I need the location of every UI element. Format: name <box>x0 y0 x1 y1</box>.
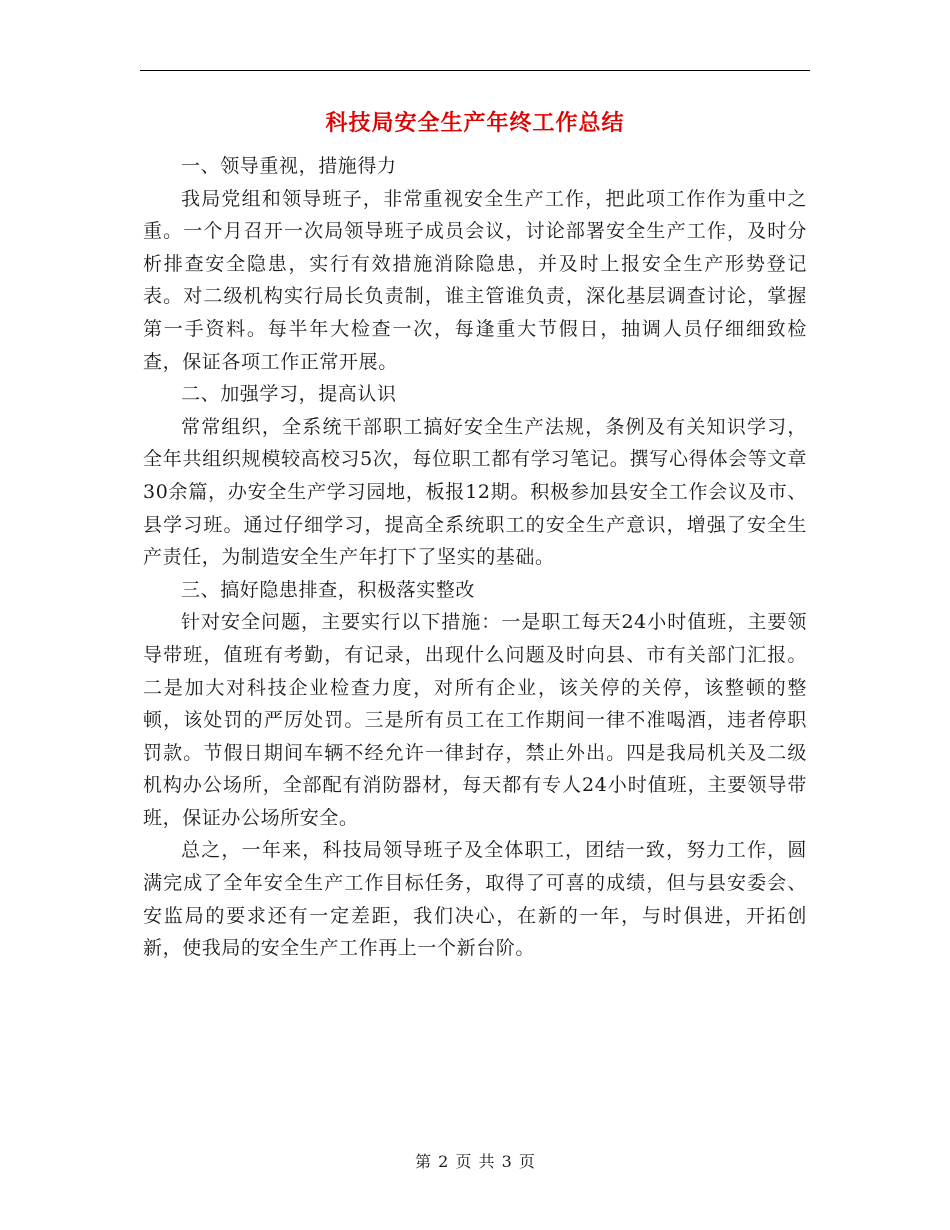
header-rule <box>140 70 810 71</box>
paragraph-3: 针对安全问题，主要实行以下措施：一是职工每天24小时值班，主要领导带班，值班有考勤，有记录，出现什么问题及时向县、市有关部门汇报。二是加大对科技企业检查力度，对所有企业，该关停的关停，该整顿的整顿，该处罚的严厉处罚。三是所有员工在工作期间一律不准喝酒，违者停职罚款。节假日期间车辆不经允许一律封存，禁止外出。四是我局机关及二级机构办公场所，全部配有消防器材，每天都有专人24小时值班，主要领导带班，保证办公场所安全。 <box>143 611 807 829</box>
section-heading-1: 一、领导重视，措施得力 <box>181 155 397 177</box>
section-heading-2: 二、加强学习，提高认识 <box>181 383 397 406</box>
paragraph-2: 常常组织，全系统干部职工搞好安全生产法规，条例及有关知识学习，全年共组织规模较高校习5次，每位职工都有学习笔记。撰写心得体会等文章30余篇，办安全生产学习园地，板报12期。积极参加县安全工作会议及市、县学习班。通过仔细学习，提高全系统职工的安全生产意识，增强了安全生产责任，为制造安全生产年打下了坚实的基础。 <box>143 415 807 569</box>
section-heading-3: 三、搞好隐患排查，积极落实整改 <box>181 578 476 601</box>
paragraph-1: 我局党组和领导班子，非常重视安全生产工作，把此项工作作为重中之重。一个月召开一次局领导班子成员会议，讨论部署安全生产工作，及时分析排查安全隐患，实行有效措施消除隐患，并及时上报安全生产形势登记表。对二级机构实行局长负责制，谁主管谁负责，深化基层调查讨论，掌握第一手资料。每半年大检查一次，每逢重大节假日，抽调人员仔细细致检查，保证各项工作正常开展。 <box>143 187 807 373</box>
document-title: 科技局安全生产年终工作总结 <box>325 110 625 136</box>
paragraph-conclusion: 总之，一年来，科技局领导班子及全体职工，团结一致，努力工作，圆满完成了全年安全生产工作目标任务，取得了可喜的成绩，但与县安委会、安监局的要求还有一定差距，我们决心，在新的一年，与时俱进，开拓创新，使我局的安全生产工作再上一个新台阶。 <box>143 839 807 960</box>
document-body <box>143 150 807 965</box>
page-footer: 第 2 页 共 3 页 <box>415 1152 535 1171</box>
